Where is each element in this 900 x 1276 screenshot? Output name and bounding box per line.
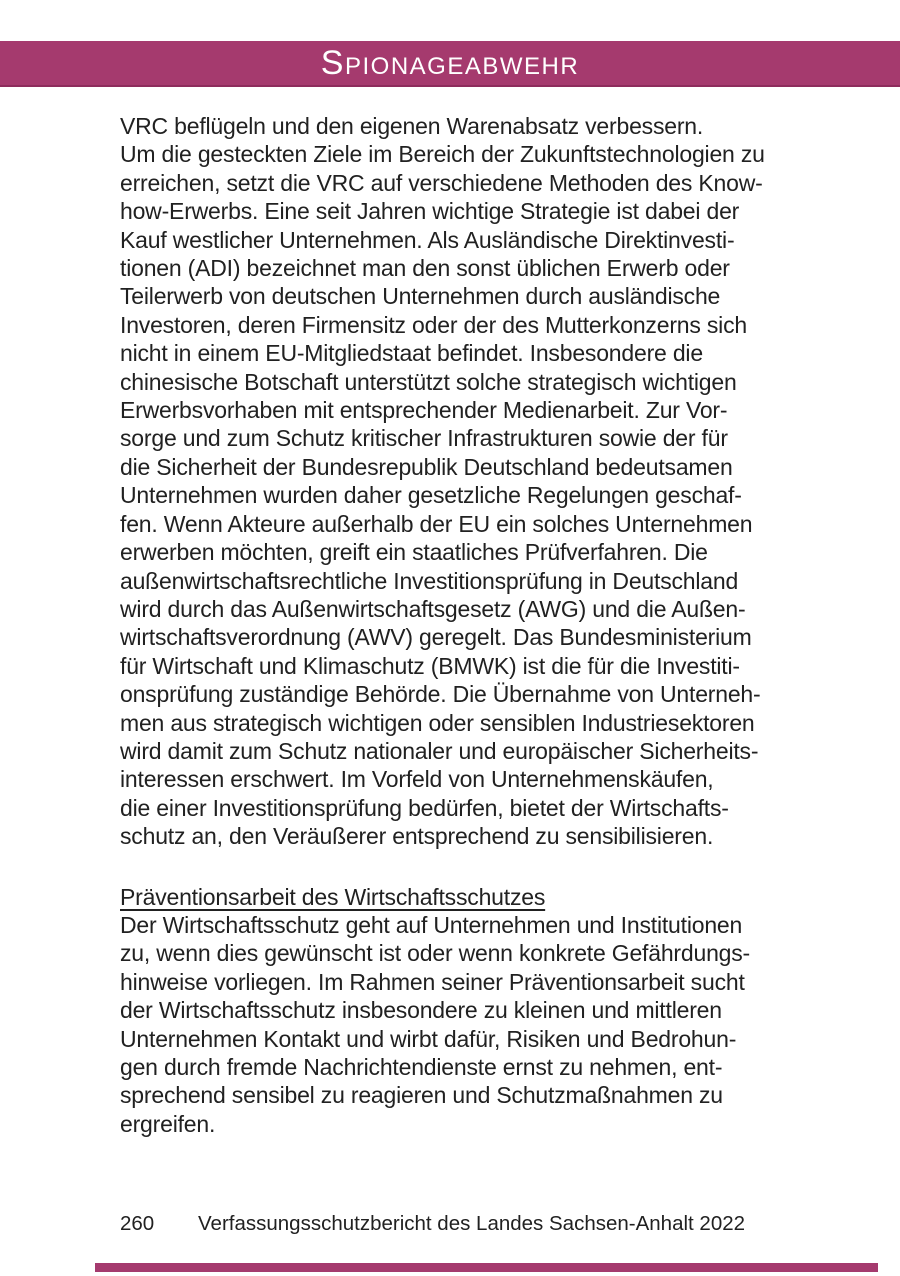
text-line: tionen (ADI) bezeichnet man den sonst üblichen Erwerb oder — [120, 255, 730, 282]
text-line: wird durch das Außenwirtschaftsgesetz (AWG) und die Außen- — [120, 595, 746, 622]
text-line: Der Wirtschaftsschutz geht auf Unternehmen und Institutionen — [120, 911, 743, 938]
footer-document-title: Verfassungsschutzbericht des Landes Sachsen-Anhalt 2022 — [198, 1212, 746, 1235]
paragraph-2 — [120, 911, 830, 1138]
section-heading: Präventionsarbeit des Wirtschaftsschutzes — [120, 883, 546, 910]
text-line: how-Erwerbs. Eine seit Jahren wichtige Strategie ist dabei der — [120, 198, 740, 225]
chapter-header-bar — [0, 41, 900, 87]
text-line: schutz an, den Veräußerer entsprechend zu sensibilisieren. — [120, 823, 714, 850]
text-line: Unternehmen wurden daher gesetzliche Regelungen geschaf- — [120, 482, 742, 509]
text-line: chinesische Botschaft unterstützt solche strategisch wichtigen — [120, 368, 737, 395]
text-line: nicht in einem EU-Mitgliedstaat befindet. Insbesondere die — [120, 340, 703, 367]
text-line: die einer Investitionsprüfung bedürfen, bietet der Wirtschafts- — [120, 794, 729, 821]
text-line: gen durch fremde Nachrichtendienste ernst zu nehmen, ent- — [120, 1054, 723, 1080]
text-line: wirtschaftsverordnung (AWV) geregelt. Das Bundesministerium — [120, 624, 752, 651]
body-text-column — [120, 112, 830, 1138]
text-line: hinweise vorliegen. Im Rahmen seiner Präventionsarbeit sucht — [120, 968, 745, 995]
page-number: 260 — [120, 1212, 155, 1235]
text-line: Investoren, deren Firmensitz oder der des Mutterkonzerns sich — [120, 311, 747, 338]
bottom-accent-bar — [95, 1263, 878, 1272]
chapter-title-rest: PIONAGEABWEHR — [344, 53, 580, 80]
text-line: fen. Wenn Akteure außerhalb der EU ein solches Unternehmen — [120, 510, 753, 537]
text-line: Erwerbsvorhaben mit entsprechender Medienarbeit. Zur Vor- — [120, 397, 728, 424]
text-line: interessen erschwert. Im Vorfeld von Unternehmenskäufen, — [120, 766, 714, 793]
text-line: Unternehmen Kontakt und wirbt dafür, Risiken und Bedrohun- — [120, 1025, 737, 1052]
text-line: außenwirtschaftsrechtliche Investitionsprüfung in Deutschland — [120, 567, 739, 594]
text-line: die Sicherheit der Bundesrepublik Deutschland bedeutsamen — [120, 453, 733, 480]
text-line: Teilerwerb von deutschen Unternehmen durch ausländische — [120, 283, 721, 310]
chapter-title — [321, 46, 579, 80]
text-line: Um die gesteckten Ziele im Bereich der Zukunftstechnologien zu — [120, 141, 765, 168]
text-line: zu, wenn dies gewünscht ist oder wenn konkrete Gefährdungs- — [120, 940, 751, 967]
chapter-title-initial: S — [320, 44, 345, 82]
text-line: ergreifen. — [120, 1110, 216, 1137]
text-line: sorge und zum Schutz kritischer Infrastrukturen sowie der für — [120, 425, 728, 452]
text-line: erwerben möchten, greift ein staatliches Prüfverfahren. Die — [120, 539, 708, 566]
text-line: für Wirtschaft und Klimaschutz (BMWK) ist die für die Investiti- — [120, 652, 740, 679]
text-line: wird damit zum Schutz nationaler und europäischer Sicherheits- — [120, 737, 759, 764]
paragraph-1 — [120, 112, 830, 851]
text-line: men aus strategisch wichtigen oder sensiblen Industriesektoren — [120, 709, 755, 736]
text-line: VRC beflügeln und den eigenen Warenabsatz verbessern. — [120, 113, 704, 139]
text-line: Kauf westlicher Unternehmen. Als Ausländische Direktinvesti- — [120, 226, 735, 253]
page-footer — [120, 1211, 745, 1237]
text-line: der Wirtschaftsschutz insbesondere zu kleinen und mittleren — [120, 997, 722, 1024]
text-line: onsprüfung zuständige Behörde. Die Übernahme von Unterneh- — [120, 681, 761, 708]
text-line: erreichen, setzt die VRC auf verschiedene Methoden des Know- — [120, 169, 763, 196]
text-line: sprechend sensibel zu reagieren und Schutzmaßnahmen zu — [120, 1082, 723, 1109]
